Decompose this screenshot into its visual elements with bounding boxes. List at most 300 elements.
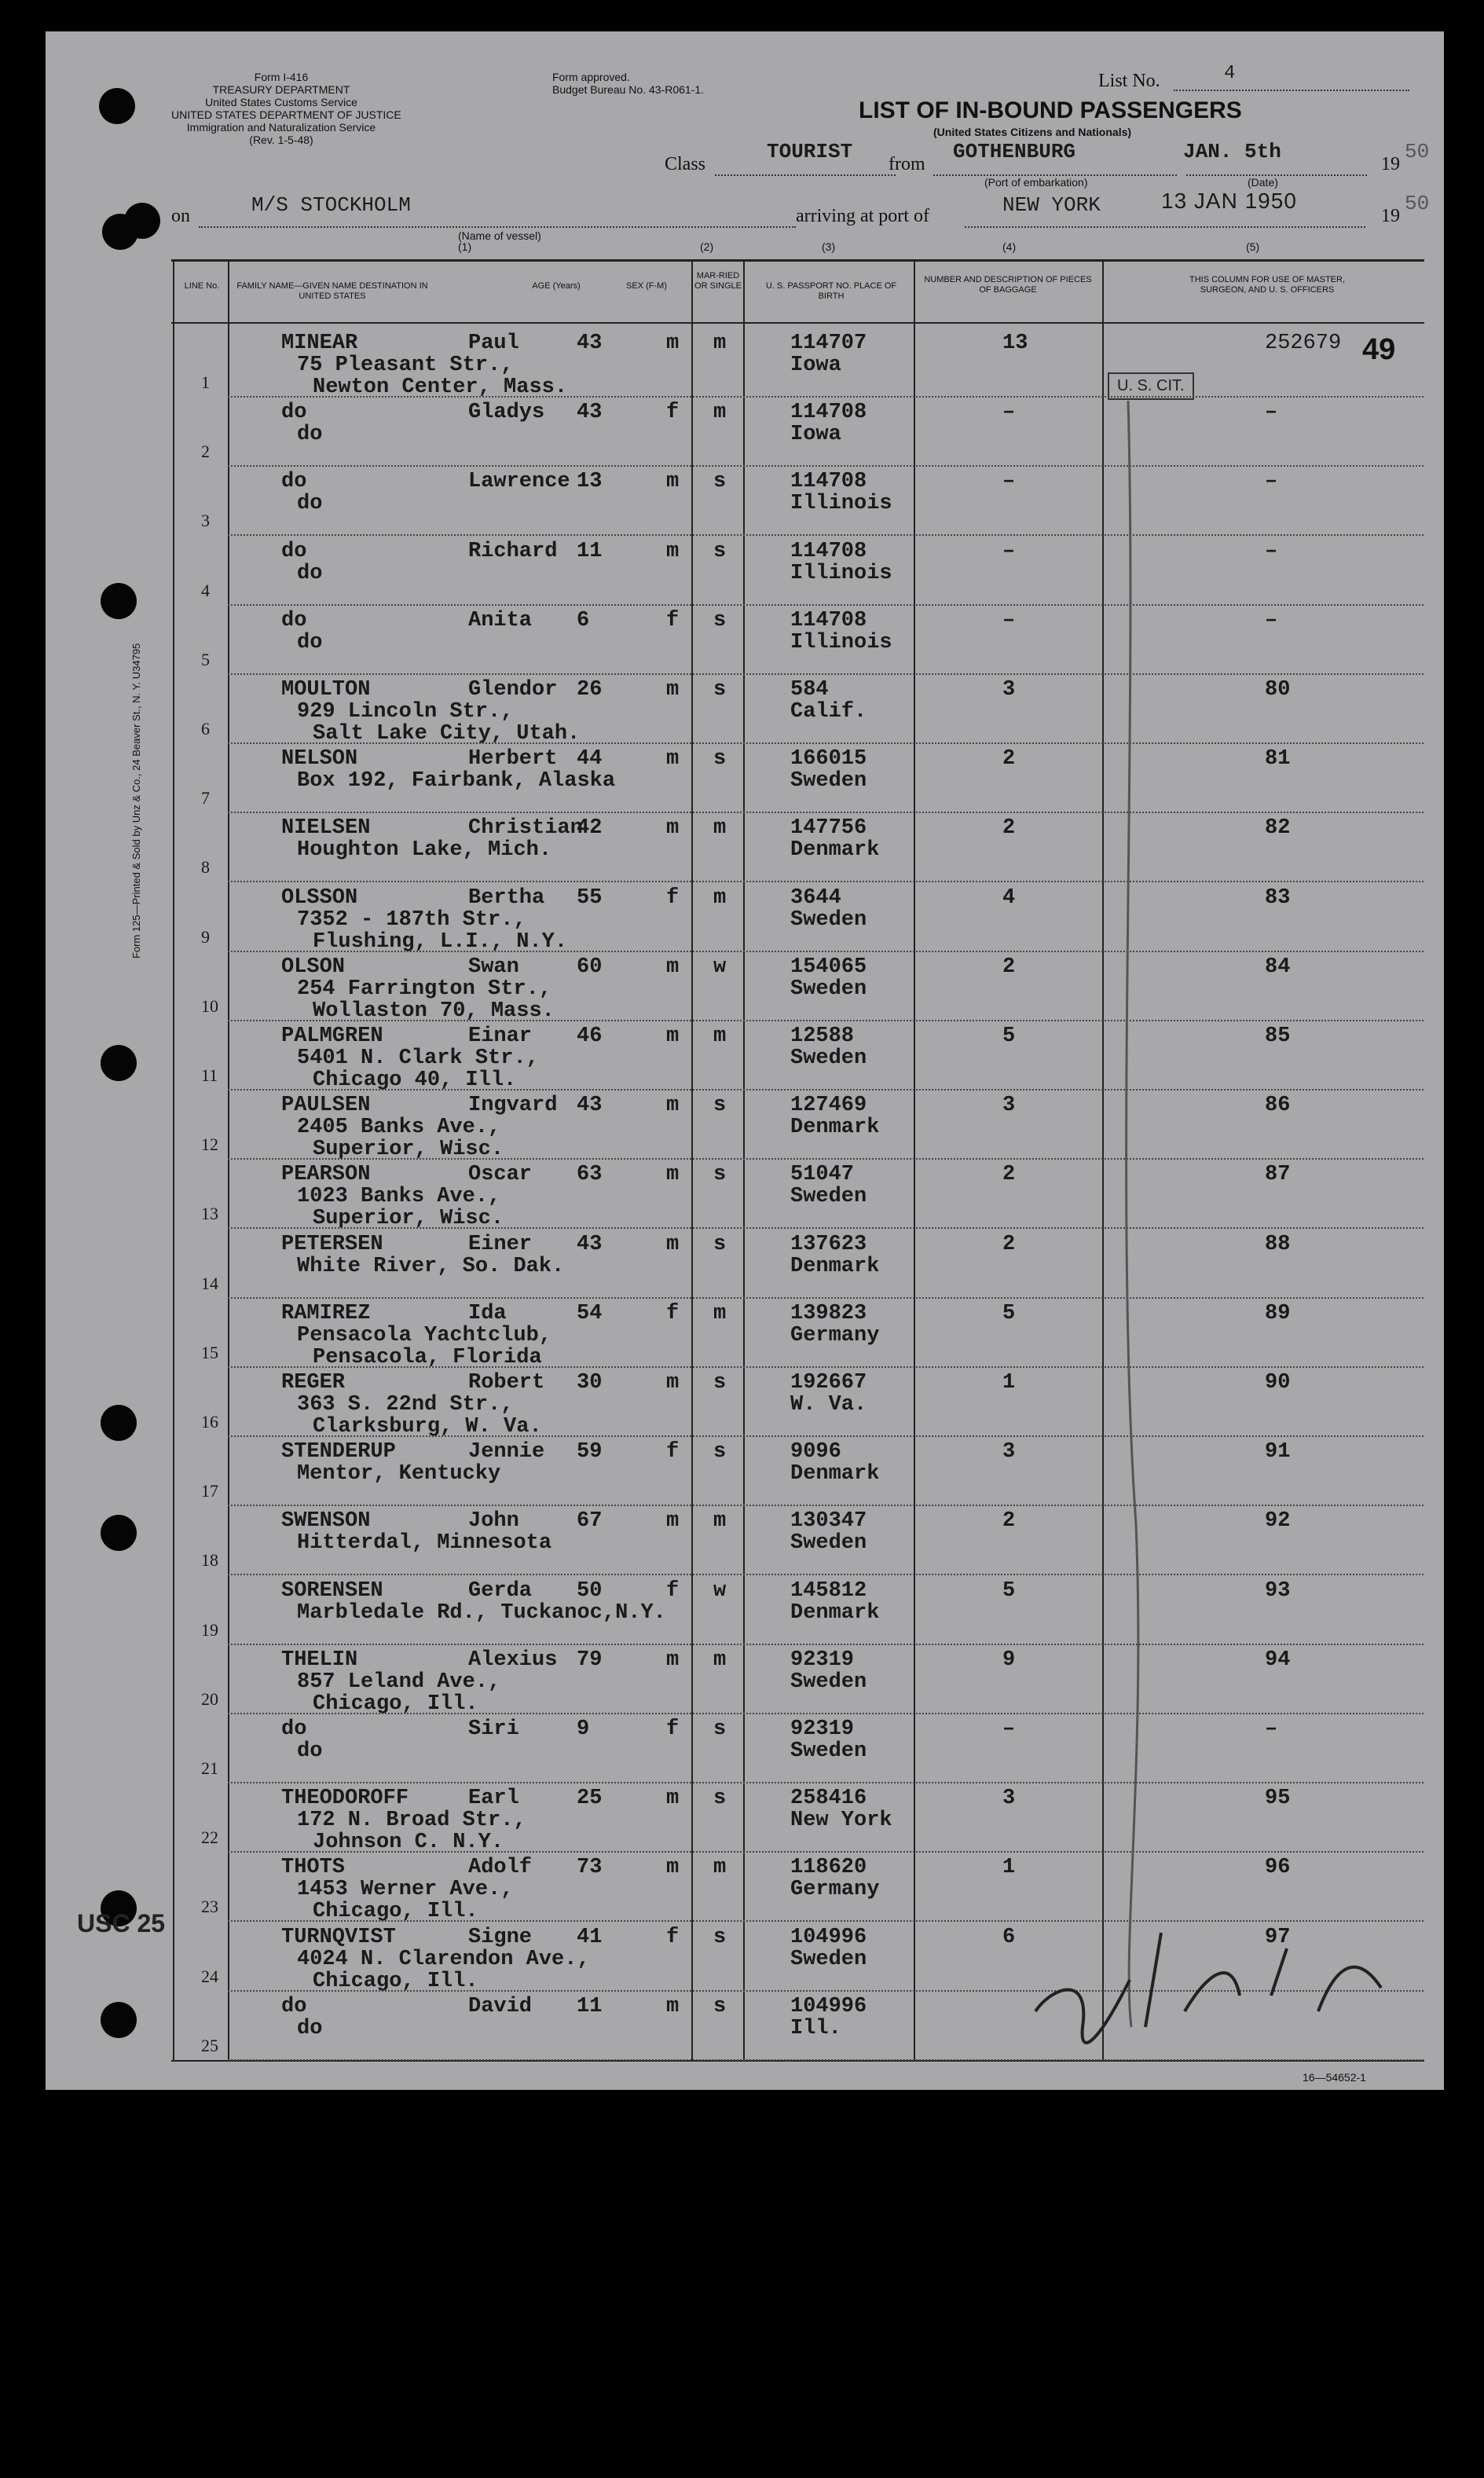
line-number: 18: [201, 1550, 218, 1571]
us-citizen-stamp: U. S. CIT.: [1108, 372, 1194, 400]
given-name: Gladys: [468, 401, 545, 425]
line-number: 21: [201, 1758, 218, 1778]
line-number: 1: [201, 372, 210, 392]
col-header-name: FAMILY NAME—GIVEN NAME DESTINATION IN UNITED STATES: [236, 281, 428, 301]
address-line-1: 75 Pleasant Str.,: [297, 354, 514, 377]
given-name: John: [468, 1509, 519, 1534]
baggage-count: 3: [1002, 678, 1016, 702]
line-number: 11: [201, 1065, 218, 1085]
place-of-birth: Denmark: [790, 1116, 880, 1140]
marital-status: s: [713, 1094, 727, 1118]
officer-number: –: [1265, 470, 1278, 494]
family-name: SWENSON: [281, 1509, 371, 1534]
address-line-1: do: [297, 630, 323, 654]
family-name: MOULTON: [281, 678, 371, 702]
baggage-count: –: [1002, 470, 1016, 494]
justice-label: UNITED STATES DEPARTMENT OF JUSTICE: [171, 108, 401, 121]
address-line-2: Wollaston 70, Mass.: [313, 999, 555, 1023]
printer-imprint: Form 125—Printed & Sold by Unz & Co., 24 Beaver St., N. Y. U34795: [130, 643, 142, 959]
baggage-count: 3: [1002, 1787, 1016, 1811]
given-name: Christian: [468, 816, 583, 841]
officer-number: 96: [1265, 1856, 1291, 1880]
sex: m: [666, 1856, 680, 1880]
given-name: Earl: [468, 1787, 519, 1811]
age: 67: [577, 1509, 603, 1534]
family-name: PEARSON: [281, 1163, 371, 1187]
baggage-count: 3: [1002, 1094, 1016, 1118]
address-line-2: Superior, Wisc.: [313, 1138, 504, 1162]
baggage-count: 5: [1002, 1301, 1016, 1325]
officer-number: 82: [1265, 816, 1291, 841]
family-name: OLSON: [281, 955, 346, 979]
marital-status: m: [713, 332, 727, 355]
year-prefix: 19: [1381, 154, 1400, 174]
passport-number: 114707: [790, 332, 867, 355]
age: 73: [577, 1856, 603, 1880]
place-of-birth: Sweden: [790, 1047, 867, 1070]
place-of-birth: Denmark: [790, 1254, 880, 1278]
given-name: Einar: [468, 1025, 533, 1048]
officer-number: 94: [1265, 1648, 1291, 1672]
marital-status: w: [713, 955, 727, 979]
age: 25: [577, 1787, 603, 1811]
vessel-name: M/S STOCKHOLM: [251, 193, 411, 217]
given-name: Anita: [468, 608, 533, 632]
passport-number: 114708: [790, 539, 867, 563]
place-of-birth: Germany: [790, 1323, 880, 1347]
marital-status: s: [713, 1717, 727, 1741]
given-name: Alexius: [468, 1648, 558, 1672]
passport-number: 130347: [790, 1509, 867, 1534]
place-of-birth: Iowa: [790, 423, 841, 447]
passport-number: 12588: [790, 1025, 855, 1048]
family-name: MINEAR: [281, 332, 358, 355]
sex: f: [666, 1925, 680, 1949]
age: 43: [577, 401, 603, 425]
list-no-label: List No.: [1098, 71, 1160, 91]
passport-number: 127469: [790, 1094, 867, 1118]
form-number: Form I-416: [254, 71, 309, 83]
age: 30: [577, 1371, 603, 1395]
page-mark: 49: [1362, 333, 1396, 366]
given-name: Ingvard: [468, 1094, 558, 1118]
sex: m: [666, 332, 680, 355]
family-name: THOTS: [281, 1856, 346, 1880]
age: 60: [577, 955, 603, 979]
marital-status: m: [713, 885, 727, 910]
address-line-1: 363 S. 22nd Str.,: [297, 1393, 514, 1417]
from-value: GOTHENBURG: [953, 140, 1076, 163]
address-line-2: Salt Lake City, Utah.: [313, 722, 581, 746]
baggage-count: –: [1002, 608, 1016, 632]
place-of-birth: Denmark: [790, 1462, 880, 1486]
address-line-1: 1453 Werner Ave.,: [297, 1878, 514, 1902]
col-header-passport: U. S. PASSPORT NO. PLACE OF BIRTH: [765, 281, 897, 301]
class-label: Class: [665, 154, 706, 174]
address-line-1: do: [297, 423, 323, 447]
address-line-1: White River, So. Dak.: [297, 1254, 565, 1278]
family-name: do: [281, 470, 307, 494]
family-name: THELIN: [281, 1648, 358, 1672]
revision-label: (Rev. 1-5-48): [249, 134, 313, 146]
line-number: 5: [201, 649, 210, 669]
year-value: 50: [1405, 140, 1430, 163]
place-of-birth: Sweden: [790, 907, 867, 932]
family-name: OLSSON: [281, 885, 358, 910]
family-name: THEODOROFF: [281, 1787, 409, 1811]
given-name: Siri: [468, 1717, 519, 1741]
given-name: Ida: [468, 1301, 507, 1325]
passport-number: 114708: [790, 401, 867, 425]
officer-number: 89: [1265, 1301, 1291, 1325]
age: 26: [577, 678, 603, 702]
officer-number: 81: [1265, 747, 1291, 772]
from-label: from: [889, 154, 925, 174]
baggage-count: 2: [1002, 1232, 1016, 1256]
marital-status: s: [713, 1787, 727, 1811]
sex: m: [666, 1232, 680, 1256]
customs-label: United States Customs Service: [205, 96, 357, 108]
treasury-label: TREASURY DEPARTMENT: [212, 83, 350, 96]
given-name: Adolf: [468, 1856, 533, 1880]
form-approved: Form approved.: [552, 71, 630, 83]
given-name: Oscar: [468, 1163, 533, 1187]
passport-number: 9096: [790, 1440, 841, 1464]
place-of-birth: Denmark: [790, 838, 880, 863]
line-number: 20: [201, 1688, 218, 1709]
marital-status: m: [713, 1509, 727, 1534]
line-number: 4: [201, 580, 210, 600]
marital-status: s: [713, 678, 727, 702]
address-line-1: 254 Farrington Str.,: [297, 977, 552, 1001]
age: 6: [577, 608, 590, 632]
passport-number: 139823: [790, 1301, 867, 1325]
baggage-count: 9: [1002, 1648, 1016, 1672]
given-name: Jennie: [468, 1440, 545, 1464]
marital-status: m: [713, 816, 727, 841]
sex: m: [666, 1163, 680, 1187]
baggage-count: 1: [1002, 1856, 1016, 1880]
given-name: David: [468, 1994, 533, 2018]
place-of-birth: Sweden: [790, 1185, 867, 1209]
address-line-2: Pensacola, Florida: [313, 1345, 542, 1369]
place-of-birth: Sweden: [790, 1531, 867, 1556]
caption-4: (4): [1002, 240, 1017, 253]
marital-status: m: [713, 1856, 727, 1880]
marital-status: m: [713, 1301, 727, 1325]
address-line-2: Johnson C. N.Y.: [313, 1831, 504, 1855]
arriving-label: arriving at port of: [796, 206, 929, 226]
sex: m: [666, 1787, 680, 1811]
address-line-1: Houghton Lake, Mich.: [297, 838, 552, 863]
passport-number: 147756: [790, 816, 867, 841]
age: 9: [577, 1717, 590, 1741]
address-line-1: Box 192, Fairbank, Alaska: [297, 769, 616, 794]
on-label: on: [171, 206, 190, 226]
marital-status: s: [713, 1232, 727, 1256]
sex: f: [666, 885, 680, 910]
marital-status: s: [713, 470, 727, 494]
line-number: 8: [201, 857, 210, 878]
sex: m: [666, 470, 680, 494]
marital-status: s: [713, 1994, 727, 2018]
col-header-sex: SEX (F-M): [626, 281, 667, 291]
officer-number: 92: [1265, 1509, 1291, 1534]
age: 13: [577, 470, 603, 494]
marital-status: s: [713, 1371, 727, 1395]
family-name: NIELSEN: [281, 816, 371, 841]
marital-status: m: [713, 401, 727, 425]
place-of-birth: Sweden: [790, 1739, 867, 1763]
caption-2: (2): [700, 240, 714, 253]
officer-number: –: [1265, 539, 1278, 563]
sex: m: [666, 955, 680, 979]
age: 54: [577, 1301, 603, 1325]
address-line-2: Flushing, L.I., N.Y.: [313, 929, 568, 954]
family-name: PALMGREN: [281, 1025, 383, 1048]
marital-status: s: [713, 1925, 727, 1949]
passport-number: 154065: [790, 955, 867, 979]
place-of-birth: Sweden: [790, 977, 867, 1001]
given-name: Signe: [468, 1925, 533, 1949]
passport-number: 258416: [790, 1787, 867, 1811]
sex: m: [666, 1509, 680, 1534]
address-line-1: do: [297, 561, 323, 585]
line-number: 15: [201, 1342, 218, 1362]
sex: m: [666, 816, 680, 841]
given-name: Swan: [468, 955, 519, 979]
age: 41: [577, 1925, 603, 1949]
first-row-officer-number: 252679: [1265, 332, 1342, 355]
line-number: 19: [201, 1619, 218, 1640]
age: 46: [577, 1025, 603, 1048]
line-number: 14: [201, 1273, 218, 1293]
sex: f: [666, 401, 680, 425]
caption-3: (3): [822, 240, 836, 253]
col-header-age: AGE (Years): [532, 281, 581, 291]
officer-number: 80: [1265, 678, 1291, 702]
sex: f: [666, 1301, 680, 1325]
line-number: 9: [201, 926, 210, 947]
place-of-birth: New York: [790, 1809, 892, 1833]
passport-number: 584: [790, 678, 829, 702]
age: 11: [577, 1994, 603, 2018]
address-line-1: 857 Leland Ave.,: [297, 1670, 501, 1694]
age: 43: [577, 1094, 603, 1118]
line-number: 10: [201, 995, 218, 1016]
given-name: Einer: [468, 1232, 533, 1256]
age: 63: [577, 1163, 603, 1187]
col-header-line: LINE No.: [184, 281, 220, 291]
address-line-2: Clarksburg, W. Va.: [313, 1415, 542, 1439]
document-subtitle: (United States Citizens and Nationals): [933, 126, 1132, 138]
address-line-2: Chicago, Ill.: [313, 1692, 478, 1716]
officer-number: –: [1265, 608, 1278, 632]
sex: m: [666, 1994, 680, 2018]
marital-status: w: [713, 1578, 727, 1603]
family-name: do: [281, 608, 307, 632]
officer-number: 93: [1265, 1578, 1291, 1603]
place-of-birth: W. Va.: [790, 1393, 867, 1417]
age: 11: [577, 539, 603, 563]
family-name: PETERSEN: [281, 1232, 383, 1256]
given-name: Paul: [468, 332, 519, 355]
baggage-count: 2: [1002, 1509, 1016, 1534]
address-line-1: Hitterdal, Minnesota: [297, 1531, 552, 1556]
place-of-birth: Denmark: [790, 1600, 880, 1625]
officer-number: 95: [1265, 1787, 1291, 1811]
line-number: 25: [201, 2035, 218, 2055]
arrival-date-stamp: 13 JAN 1950: [1161, 189, 1297, 213]
sex: f: [666, 1578, 680, 1603]
passport-number: 118620: [790, 1856, 867, 1880]
baggage-count: 2: [1002, 955, 1016, 979]
passport-number: 137623: [790, 1232, 867, 1256]
address-line-1: do: [297, 2016, 323, 2040]
line-number: 23: [201, 1897, 218, 1917]
family-name: do: [281, 1717, 307, 1741]
caption-1: (1): [458, 240, 472, 253]
address-line-1: 7352 - 187th Str.,: [297, 907, 526, 932]
col-header-married: MAR-RIED OR SINGLE: [694, 271, 742, 291]
officer-number: 85: [1265, 1025, 1291, 1048]
age: 79: [577, 1648, 603, 1672]
address-line-2: Superior, Wisc.: [313, 1207, 504, 1231]
usc-mark: USC 25: [77, 1909, 166, 1937]
place-of-birth: Ill.: [790, 2016, 841, 2040]
passport-number: 114708: [790, 608, 867, 632]
marital-status: s: [713, 1163, 727, 1187]
age: 42: [577, 816, 603, 841]
family-name: do: [281, 539, 307, 563]
line-number: 12: [201, 1135, 218, 1155]
family-name: do: [281, 1994, 307, 2018]
place-of-birth: Sweden: [790, 769, 867, 794]
place-of-birth: Sweden: [790, 1670, 867, 1694]
baggage-count: 13: [1002, 332, 1028, 355]
sex: m: [666, 1025, 680, 1048]
passport-number: 3644: [790, 885, 841, 910]
age: 59: [577, 1440, 603, 1464]
place-of-birth: Illinois: [790, 492, 892, 516]
line-number: 22: [201, 1827, 218, 1848]
sex: m: [666, 1371, 680, 1395]
address-line-2: Chicago 40, Ill.: [313, 1069, 517, 1092]
age: 44: [577, 747, 603, 772]
pencil-tick-line: [1127, 401, 1138, 2027]
given-name: Glendor: [468, 678, 558, 702]
age: 43: [577, 332, 603, 355]
address-line-1: do: [297, 1739, 323, 1763]
line-number: 6: [201, 719, 210, 739]
document-title: LIST OF IN-BOUND PASSENGERS: [859, 97, 1242, 123]
baggage-count: 1: [1002, 1371, 1016, 1395]
col-header-officers: THIS COLUMN FOR USE OF MASTER, SURGEON, AND U. S. OFFICERS: [1189, 275, 1345, 295]
line-number: 16: [201, 1412, 218, 1431]
date-caption: (Date): [1248, 176, 1278, 189]
sex: f: [666, 1717, 680, 1741]
arrival-port: NEW YORK: [1002, 193, 1101, 217]
marital-status: m: [713, 1648, 727, 1672]
footer-code: 16—54652-1: [1303, 2071, 1366, 2084]
baggage-count: 3: [1002, 1440, 1016, 1464]
baggage-count: 4: [1002, 885, 1016, 910]
marital-status: s: [713, 1440, 727, 1464]
pencil-annotations: [46, 31, 1444, 2090]
address-line-1: Pensacola Yachtclub,: [297, 1323, 552, 1347]
address-line-1: 172 N. Broad Str.,: [297, 1809, 526, 1833]
budget-bureau: Budget Bureau No. 43-R061-1.: [552, 83, 705, 96]
given-name: Herbert: [468, 747, 558, 772]
address-line-2: Chicago, Ill.: [313, 1900, 478, 1924]
address-line-1: 2405 Banks Ave.,: [297, 1116, 501, 1140]
age: 43: [577, 1232, 603, 1256]
address-line-2: Chicago, Ill.: [313, 1969, 478, 1993]
address-line-1: Marbledale Rd., Tuckanoc,N.Y.: [297, 1600, 666, 1625]
year-prefix-2: 19: [1381, 206, 1400, 226]
address-line-2: Newton Center, Mass.: [313, 376, 568, 399]
address-line-1: 929 Lincoln Str.,: [297, 700, 514, 724]
place-of-birth: Illinois: [790, 561, 892, 585]
place-of-birth: Calif.: [790, 700, 867, 724]
year-value-2: 50: [1405, 192, 1430, 215]
class-value: TOURIST: [767, 140, 853, 163]
place-of-birth: Germany: [790, 1878, 880, 1902]
given-name: Gerda: [468, 1578, 533, 1603]
officer-number: 84: [1265, 955, 1291, 979]
line-number: 2: [201, 442, 210, 462]
passport-number: 92319: [790, 1717, 855, 1741]
passport-number: 104996: [790, 1994, 867, 2018]
baggage-count: 6: [1002, 1925, 1016, 1949]
baggage-count: 2: [1002, 816, 1016, 841]
given-name: Lawrence: [468, 470, 570, 494]
family-name: STENDERUP: [281, 1440, 396, 1464]
passport-number: 104996: [790, 1925, 867, 1949]
sex: f: [666, 1440, 680, 1464]
family-name: PAULSEN: [281, 1094, 371, 1118]
sex: m: [666, 678, 680, 702]
sex: m: [666, 539, 680, 563]
departure-date: JAN. 5th: [1183, 140, 1281, 163]
officer-signature: [1035, 1933, 1381, 2043]
port-embarkation-caption: (Port of embarkation): [984, 176, 1088, 189]
address-line-1: 1023 Banks Ave.,: [297, 1185, 501, 1209]
given-name: Richard: [468, 539, 558, 563]
place-of-birth: Sweden: [790, 1947, 867, 1971]
sex: m: [666, 747, 680, 772]
passport-number: 145812: [790, 1578, 867, 1603]
family-name: do: [281, 401, 307, 425]
line-number: 17: [201, 1481, 218, 1501]
officer-number: 97: [1265, 1925, 1291, 1949]
passport-number: 166015: [790, 747, 867, 772]
baggage-count: –: [1002, 401, 1016, 425]
line-number: 7: [201, 788, 210, 808]
vessel-caption: (Name of vessel): [458, 229, 541, 242]
officer-number: 91: [1265, 1440, 1291, 1464]
line-number: 13: [201, 1204, 218, 1224]
officer-number: –: [1265, 401, 1278, 425]
age: 55: [577, 885, 603, 910]
officer-number: 88: [1265, 1232, 1291, 1256]
passport-number: 192667: [790, 1371, 867, 1395]
baggage-count: 5: [1002, 1025, 1016, 1048]
sex: m: [666, 1094, 680, 1118]
line-number: 3: [201, 511, 210, 531]
family-name: REGER: [281, 1371, 346, 1395]
place-of-birth: Iowa: [790, 354, 841, 377]
